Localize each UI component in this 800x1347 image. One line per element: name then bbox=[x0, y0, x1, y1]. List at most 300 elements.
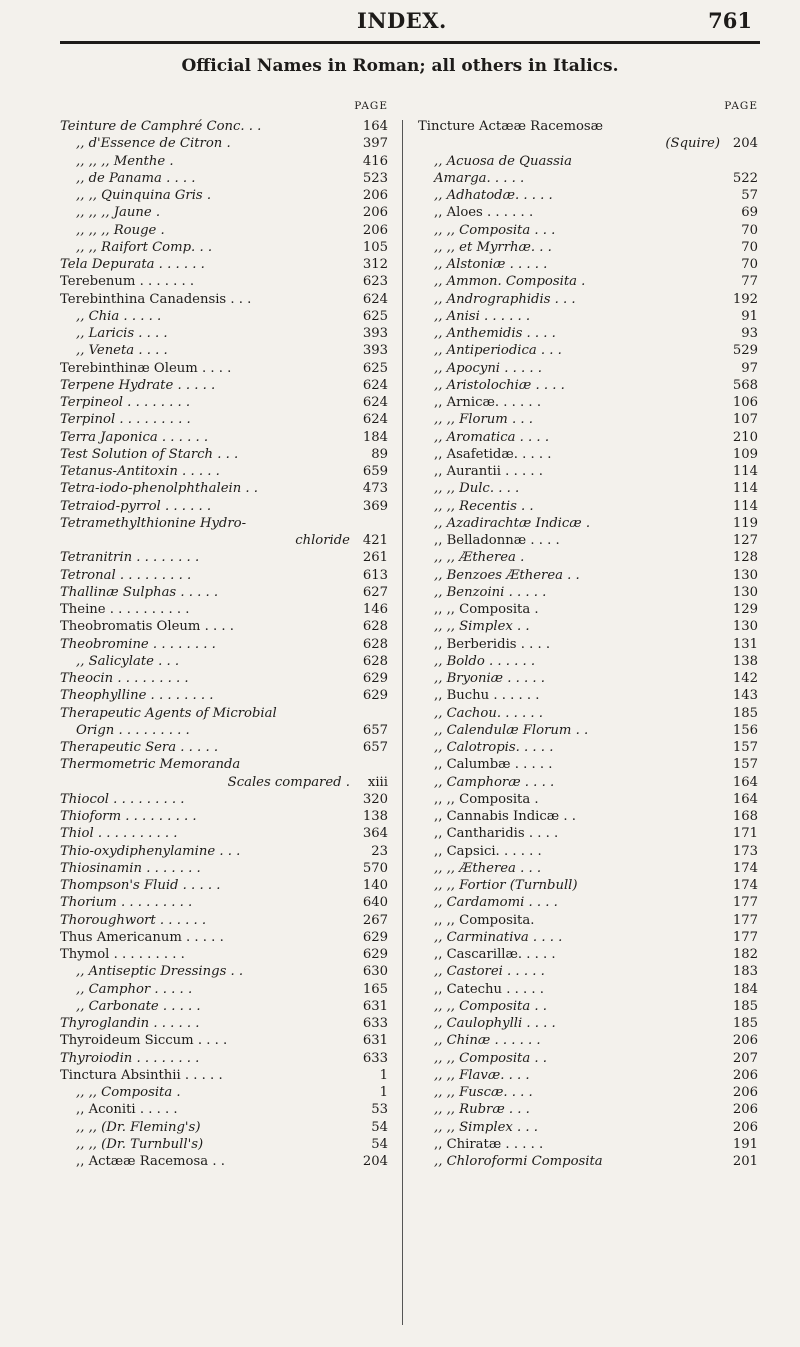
entry-name: ,, Arnicæ. . . . . . bbox=[434, 395, 542, 410]
entry-name: (Squire) bbox=[665, 136, 720, 152]
entry-name: Terra Japonica . . . . . . bbox=[60, 429, 209, 445]
entry-name: Thus Americanum . . . . . bbox=[60, 929, 224, 945]
entry-page: 70 bbox=[741, 222, 758, 238]
entry-page: 157 bbox=[732, 740, 758, 755]
entry-page: 657 bbox=[362, 740, 388, 755]
index-entry bbox=[60, 894, 388, 911]
index-entry bbox=[418, 1067, 758, 1084]
index-entry bbox=[418, 325, 758, 342]
page-column-label: PAGE bbox=[354, 100, 388, 112]
entry-name: ,, de Panama . . . . bbox=[76, 170, 196, 186]
entry-page: 70 bbox=[741, 257, 758, 272]
index-entry bbox=[60, 360, 388, 377]
index-entry bbox=[60, 291, 388, 308]
index-entry bbox=[60, 567, 388, 584]
entry-page: 109 bbox=[732, 446, 758, 462]
entry-name: ,, Chia . . . . . bbox=[76, 308, 162, 324]
index-entry bbox=[418, 463, 758, 480]
entry-name: ,, ,, Composita. bbox=[434, 912, 535, 928]
index-entry bbox=[418, 549, 758, 566]
entry-page: 185 bbox=[732, 998, 758, 1014]
index-entry bbox=[60, 515, 388, 532]
entry-page: 174 bbox=[732, 878, 758, 893]
entry-page: 628 bbox=[362, 653, 388, 669]
entry-name: ,, Camphor . . . . . bbox=[76, 981, 193, 997]
entry-name: ,, ,, Fortior (Turnbull) bbox=[434, 878, 578, 893]
entry-name: ,, Cardamomi . . . . bbox=[434, 895, 558, 911]
entry-page: 177 bbox=[732, 912, 758, 928]
entry-page: 624 bbox=[362, 395, 388, 410]
entry-page: 364 bbox=[362, 826, 388, 842]
entry-page: 206 bbox=[362, 188, 388, 203]
index-entry bbox=[418, 670, 758, 687]
index-entry bbox=[60, 153, 388, 170]
index-entry bbox=[418, 239, 758, 256]
entry-page: 157 bbox=[732, 757, 758, 773]
entry-page: 174 bbox=[732, 860, 758, 876]
index-entry bbox=[60, 118, 388, 135]
entry-page: 207 bbox=[732, 1050, 758, 1066]
index-entry bbox=[418, 498, 758, 515]
entry-name: ,, ,, Composita . . bbox=[434, 1050, 547, 1066]
index-entry bbox=[418, 705, 758, 722]
entry-name: ,, Aromatica . . . . bbox=[434, 429, 550, 445]
index-entry bbox=[418, 618, 758, 635]
entry-page: 261 bbox=[362, 550, 388, 566]
index-entry bbox=[60, 1136, 388, 1153]
entry-page: 130 bbox=[732, 619, 758, 635]
index-entry bbox=[418, 446, 758, 463]
index-entry bbox=[60, 411, 388, 428]
index-entry bbox=[60, 222, 388, 239]
entry-page: 633 bbox=[362, 1016, 388, 1031]
index-entry bbox=[418, 118, 758, 135]
entry-page: 629 bbox=[362, 688, 388, 704]
entry-name: ,, Cannabis Indicæ . . bbox=[434, 809, 576, 824]
entry-name: ,, Calendulæ Florum . . bbox=[434, 722, 589, 738]
entry-name: ,, Azadirachtæ Indicæ . bbox=[434, 515, 591, 531]
entry-name: ,, Acuosa de Quassia bbox=[434, 153, 572, 169]
entry-name: ,, ,, Raifort Comp. . . bbox=[76, 239, 213, 255]
entry-name: Teinture de Camphré Conc. . . bbox=[60, 119, 262, 134]
entry-name: ,, ,, Quinquina Gris . bbox=[76, 188, 212, 203]
index-entry bbox=[418, 756, 758, 773]
entry-name: Theocin . . . . . . . . . bbox=[60, 671, 189, 686]
index-entry bbox=[418, 394, 758, 411]
entry-name: ,, ,, Ætherea . . . bbox=[434, 860, 542, 876]
index-entry bbox=[60, 1101, 388, 1118]
entry-page: 54 bbox=[371, 1119, 388, 1135]
entry-name: ,, Salicylate . . . bbox=[76, 653, 180, 669]
entry-name: ,, Anisi . . . . . . bbox=[434, 308, 531, 324]
entry-page: 130 bbox=[732, 567, 758, 583]
entry-page: 119 bbox=[732, 515, 758, 531]
entry-name: ,, Carminativa . . . . bbox=[434, 929, 563, 945]
index-entry bbox=[60, 429, 388, 446]
index-entry bbox=[418, 204, 758, 221]
entry-name: ,, Chiratæ . . . . . bbox=[434, 1136, 544, 1152]
entry-name: Scales compared . bbox=[227, 774, 350, 790]
index-entry bbox=[60, 1084, 388, 1101]
index-entry bbox=[418, 1050, 758, 1067]
entry-page: 185 bbox=[732, 1016, 758, 1031]
entry-name: Thyroideum Siccum . . . . bbox=[60, 1033, 228, 1049]
entry-page: 570 bbox=[362, 860, 388, 876]
index-entry bbox=[60, 1050, 388, 1067]
entry-name: ,, Ammon. Composita . bbox=[434, 274, 586, 290]
index-entry bbox=[418, 739, 758, 756]
entry-name: Thiosinamin . . . . . . . bbox=[60, 860, 201, 876]
index-entry bbox=[60, 791, 388, 808]
entry-page: 206 bbox=[732, 1085, 758, 1100]
index-entry bbox=[418, 687, 758, 704]
entry-name: Terpene Hydrate . . . . . bbox=[60, 377, 216, 393]
entry-page: 57 bbox=[741, 188, 758, 203]
entry-name: Theobromine . . . . . . . . bbox=[60, 636, 216, 652]
index-entry bbox=[60, 256, 388, 273]
entry-name: ,, Camphoræ . . . . bbox=[434, 774, 555, 790]
entry-page: 138 bbox=[362, 809, 388, 824]
index-entry bbox=[418, 273, 758, 290]
entry-name: ,, Chinæ . . . . . . bbox=[434, 1033, 541, 1049]
index-entry bbox=[418, 429, 758, 446]
index-entry bbox=[418, 636, 758, 653]
entry-name: Terebinthinæ Oleum . . . . bbox=[60, 360, 232, 376]
index-entry bbox=[418, 360, 758, 377]
entry-name: Tetraiod-pyrrol . . . . . . bbox=[60, 498, 212, 514]
entry-name: ,, Castorei . . . . . bbox=[434, 964, 545, 980]
entry-name: ,, Alstoniæ . . . . . bbox=[434, 257, 548, 272]
entry-name: Terebenum . . . . . . . bbox=[60, 274, 195, 290]
column-divider bbox=[402, 120, 403, 1325]
index-entry bbox=[418, 153, 758, 170]
entry-name: ,, Aconiti . . . . . bbox=[76, 1102, 178, 1118]
index-entry bbox=[60, 325, 388, 342]
entry-page: 625 bbox=[362, 308, 388, 324]
entry-page: 54 bbox=[371, 1136, 388, 1152]
entry-name: Therapeutic Sera . . . . . bbox=[60, 740, 219, 755]
entry-page: 156 bbox=[732, 722, 758, 738]
entry-name: Test Solution of Starch . . . bbox=[60, 446, 239, 462]
entry-page: 624 bbox=[362, 291, 388, 307]
entry-name: ,, ,, Fuscæ. . . . bbox=[434, 1085, 533, 1100]
entry-page: 210 bbox=[732, 429, 758, 445]
index-entry bbox=[418, 998, 758, 1015]
entry-name: ,, ,, Dulc. . . . bbox=[434, 481, 520, 497]
entry-name: ,, ,, Composita . . bbox=[434, 998, 547, 1014]
entry-page: 177 bbox=[732, 929, 758, 945]
entry-name: ,, Berberidis . . . . bbox=[434, 636, 551, 652]
entry-name: Terpineol . . . . . . . . bbox=[60, 395, 191, 410]
entry-page: 204 bbox=[732, 136, 758, 152]
entry-page: 625 bbox=[362, 360, 388, 376]
page-title: INDEX. bbox=[357, 8, 447, 33]
entry-page: 97 bbox=[741, 360, 758, 376]
index-entry bbox=[418, 963, 758, 980]
entry-page: 182 bbox=[732, 947, 758, 962]
entry-page: 628 bbox=[362, 636, 388, 652]
entry-name: ,, ,, Recentis . . bbox=[434, 498, 534, 514]
index-entry bbox=[60, 549, 388, 566]
entry-name: ,, Cascarillæ. . . . . bbox=[434, 947, 556, 962]
index-entry bbox=[60, 670, 388, 687]
entry-page: 164 bbox=[732, 774, 758, 790]
entry-page: 168 bbox=[732, 809, 758, 824]
entry-page: 206 bbox=[732, 1033, 758, 1049]
entry-name: ,, Bryoniæ . . . . . bbox=[434, 671, 545, 686]
entry-page: 206 bbox=[362, 205, 388, 221]
index-entry bbox=[60, 722, 388, 739]
index-entry bbox=[418, 1015, 758, 1032]
index-entry bbox=[418, 601, 758, 618]
entry-name: ,, ,, Flavæ. . . . bbox=[434, 1067, 530, 1083]
index-entry bbox=[60, 756, 388, 773]
entry-page: 393 bbox=[362, 326, 388, 341]
index-entry bbox=[418, 791, 758, 808]
entry-name: Thymol . . . . . . . . . bbox=[60, 947, 185, 962]
index-entry bbox=[60, 532, 388, 549]
index-entry bbox=[418, 1084, 758, 1101]
entry-name: Therapeutic Agents of Microbial bbox=[60, 705, 277, 721]
entry-page: 164 bbox=[732, 791, 758, 807]
index-entry bbox=[418, 1153, 758, 1170]
entry-page: 204 bbox=[362, 1154, 388, 1169]
entry-name: ,, Carbonate . . . . . bbox=[76, 998, 201, 1014]
entry-page: 1 bbox=[379, 1067, 388, 1083]
entry-name: ,, Antiseptic Dressings . . bbox=[76, 964, 244, 980]
index-entry bbox=[418, 515, 758, 532]
index-entry bbox=[60, 912, 388, 929]
entry-page: 89 bbox=[371, 446, 388, 462]
entry-page: 421 bbox=[362, 533, 388, 548]
entry-page: 1 bbox=[379, 1085, 388, 1100]
entry-name: ,, ,, Composita . bbox=[434, 602, 539, 617]
entry-page: 184 bbox=[362, 429, 388, 445]
entry-name: Theobromatis Oleum . . . . bbox=[60, 619, 234, 635]
entry-name: Thio-oxydiphenylamine . . . bbox=[60, 843, 241, 859]
entry-name: ,, Andrographidis . . . bbox=[434, 291, 576, 307]
entry-page: 659 bbox=[362, 464, 388, 479]
index-entry bbox=[60, 170, 388, 187]
index-entry bbox=[418, 1136, 758, 1153]
index-entry bbox=[418, 774, 758, 791]
entry-name: ,, Cachou. . . . . . bbox=[434, 705, 543, 721]
entry-page: 206 bbox=[732, 1067, 758, 1083]
entry-page: 140 bbox=[362, 878, 388, 893]
entry-page: 69 bbox=[741, 205, 758, 221]
entry-name: ,, Asafetidæ. . . . . bbox=[434, 446, 552, 462]
index-column-right bbox=[418, 100, 758, 1170]
index-column-left bbox=[60, 100, 388, 1170]
entry-name: Thyroiodin . . . . . . . . bbox=[60, 1050, 200, 1066]
entry-name: ,, Benzoes Ætherea . . bbox=[434, 567, 580, 583]
entry-page: 173 bbox=[732, 843, 758, 859]
index-entry bbox=[60, 929, 388, 946]
entry-name: Thiocol . . . . . . . . . bbox=[60, 791, 185, 807]
entry-name: ,, Caulophylli . . . . bbox=[434, 1016, 556, 1031]
index-entry bbox=[60, 584, 388, 601]
entry-page: 416 bbox=[362, 153, 388, 169]
entry-page: 53 bbox=[371, 1102, 388, 1118]
entry-page: 192 bbox=[732, 291, 758, 307]
index-entry bbox=[418, 981, 758, 998]
entry-name: Thioform . . . . . . . . . bbox=[60, 809, 197, 824]
entry-name: Tetra-iodo-phenolphthalein . . bbox=[60, 481, 258, 497]
entry-name: ,, Capsici. . . . . . bbox=[434, 843, 542, 859]
entry-name: ,, Boldo . . . . . . bbox=[434, 653, 536, 669]
entry-name: ,, Adhatodæ. . . . . bbox=[434, 188, 553, 203]
entry-page: 393 bbox=[362, 343, 388, 359]
entry-name: ,, Chloroformi Composita bbox=[434, 1154, 603, 1169]
index-entry bbox=[60, 204, 388, 221]
entry-page: 164 bbox=[362, 119, 388, 134]
entry-name: ,, ,, et Myrrhæ. . . bbox=[434, 239, 552, 255]
index-entry bbox=[60, 1119, 388, 1136]
index-entry bbox=[418, 653, 758, 670]
index-entry bbox=[60, 135, 388, 152]
entry-name: Terpinol . . . . . . . . . bbox=[60, 412, 191, 428]
index-entry bbox=[418, 377, 758, 394]
index-entry bbox=[418, 860, 758, 877]
entry-page: 114 bbox=[732, 481, 758, 497]
index-entry bbox=[60, 239, 388, 256]
entry-name: Tetranitrin . . . . . . . . bbox=[60, 550, 200, 566]
entry-page: 397 bbox=[362, 136, 388, 152]
entry-name: ,, Calumbæ . . . . . bbox=[434, 757, 553, 773]
index-entry bbox=[418, 843, 758, 860]
entry-name: Terebinthina Canadensis . . . bbox=[60, 291, 252, 307]
entry-name: ,, ,, Composita . . . bbox=[434, 222, 556, 238]
entry-page: 114 bbox=[732, 464, 758, 479]
entry-name: ,, Belladonnæ . . . . bbox=[434, 533, 560, 548]
index-entry bbox=[60, 825, 388, 842]
entry-name: ,, Apocyni . . . . . bbox=[434, 360, 542, 376]
entry-page: 184 bbox=[732, 981, 758, 997]
index-entry bbox=[418, 480, 758, 497]
entry-page: 146 bbox=[362, 602, 388, 617]
index-entry bbox=[418, 256, 758, 273]
entry-page: 183 bbox=[732, 964, 758, 980]
entry-name: ,, Buchu . . . . . . bbox=[434, 688, 540, 704]
index-entry bbox=[60, 273, 388, 290]
index-entry bbox=[60, 1153, 388, 1170]
index-entry bbox=[60, 394, 388, 411]
entry-page: 473 bbox=[362, 481, 388, 497]
page-column-label: PAGE bbox=[724, 100, 758, 112]
index-entry bbox=[418, 1119, 758, 1136]
entry-name: Tetanus-Antitoxin . . . . . bbox=[60, 464, 220, 479]
entry-page: 629 bbox=[362, 947, 388, 962]
entry-name: ,, ,, Ætherea . bbox=[434, 550, 525, 566]
entry-name: Thompson's Fluid . . . . . bbox=[60, 878, 221, 893]
entry-name: ,, Catechu . . . . . bbox=[434, 981, 544, 997]
index-entry bbox=[60, 446, 388, 463]
index-entry bbox=[418, 411, 758, 428]
entry-name: ,, Anthemidis . . . . bbox=[434, 326, 556, 341]
entry-page: 138 bbox=[732, 653, 758, 669]
entry-page: 369 bbox=[362, 498, 388, 514]
index-entry bbox=[418, 1032, 758, 1049]
index-entry bbox=[60, 705, 388, 722]
index-entry bbox=[418, 808, 758, 825]
index-entry bbox=[418, 722, 758, 739]
entry-page: 523 bbox=[362, 170, 388, 186]
index-entry bbox=[418, 291, 758, 308]
entry-page: 206 bbox=[362, 222, 388, 238]
index-entry bbox=[60, 946, 388, 963]
entry-page: 177 bbox=[732, 895, 758, 911]
index-entry bbox=[60, 1015, 388, 1032]
index-entry bbox=[60, 687, 388, 704]
entry-page: 568 bbox=[732, 377, 758, 393]
entry-name: Theine . . . . . . . . . . bbox=[60, 602, 190, 617]
entry-name: Thorium . . . . . . . . . bbox=[60, 895, 193, 911]
entry-page: 201 bbox=[732, 1154, 758, 1169]
entry-page: xiii bbox=[367, 774, 388, 790]
entry-name: ,, ,, Florum . . . bbox=[434, 412, 533, 428]
entry-name: ,, ,, (Dr. Turnbull's) bbox=[76, 1136, 204, 1152]
index-entry bbox=[418, 912, 758, 929]
entry-page: 131 bbox=[732, 636, 758, 652]
index-subtitle: Official Names in Roman; all others in Italics. bbox=[181, 56, 619, 76]
index-entry bbox=[60, 636, 388, 653]
entry-page: 130 bbox=[732, 584, 758, 600]
index-entries-right bbox=[418, 118, 758, 1170]
entry-page: 629 bbox=[362, 929, 388, 945]
entry-page: 165 bbox=[362, 981, 388, 997]
entry-page: 628 bbox=[362, 619, 388, 635]
index-entry bbox=[418, 929, 758, 946]
entry-page: 107 bbox=[732, 412, 758, 428]
entry-page: 629 bbox=[362, 671, 388, 686]
entry-page: 633 bbox=[362, 1050, 388, 1066]
entry-name: chloride bbox=[295, 533, 350, 548]
index-entry bbox=[418, 877, 758, 894]
index-entry bbox=[60, 601, 388, 618]
index-entry bbox=[418, 342, 758, 359]
entry-page: 114 bbox=[732, 498, 758, 514]
entry-page: 93 bbox=[741, 326, 758, 341]
entry-page: 624 bbox=[362, 412, 388, 428]
index-entry bbox=[418, 170, 758, 187]
index-entry bbox=[60, 843, 388, 860]
entry-page: 320 bbox=[362, 791, 388, 807]
entry-page: 631 bbox=[362, 1033, 388, 1049]
entry-page: 312 bbox=[362, 257, 388, 272]
entry-name: Tetramethylthionine Hydro- bbox=[60, 515, 247, 531]
entry-name: ,, ,, (Dr. Fleming's) bbox=[76, 1119, 201, 1135]
entry-page: 522 bbox=[732, 170, 758, 186]
entry-name: Thiol . . . . . . . . . . bbox=[60, 826, 178, 842]
entry-name: Tinctura Absinthii . . . . . bbox=[60, 1067, 223, 1083]
index-entry bbox=[60, 187, 388, 204]
entry-page: 623 bbox=[362, 274, 388, 290]
entry-name: Thermometric Memoranda bbox=[60, 757, 241, 773]
entry-name: Orign . . . . . . . . . bbox=[76, 722, 190, 738]
entry-name: ,, ,, Composita . bbox=[434, 791, 539, 807]
index-entry bbox=[418, 825, 758, 842]
entry-name: ,, Aloes . . . . . . bbox=[434, 205, 534, 221]
entry-name: ,, Calotropis. . . . . bbox=[434, 740, 554, 755]
index-entry bbox=[418, 567, 758, 584]
index-entry bbox=[60, 998, 388, 1015]
entry-name: ,, Aurantii . . . . . bbox=[434, 464, 543, 479]
index-entry bbox=[60, 342, 388, 359]
entry-name: ,, Cantharidis . . . . bbox=[434, 826, 559, 842]
index-entry bbox=[418, 584, 758, 601]
entry-name: ,, ,, ,, Menthe . bbox=[76, 153, 174, 169]
entry-page: 627 bbox=[362, 584, 388, 600]
